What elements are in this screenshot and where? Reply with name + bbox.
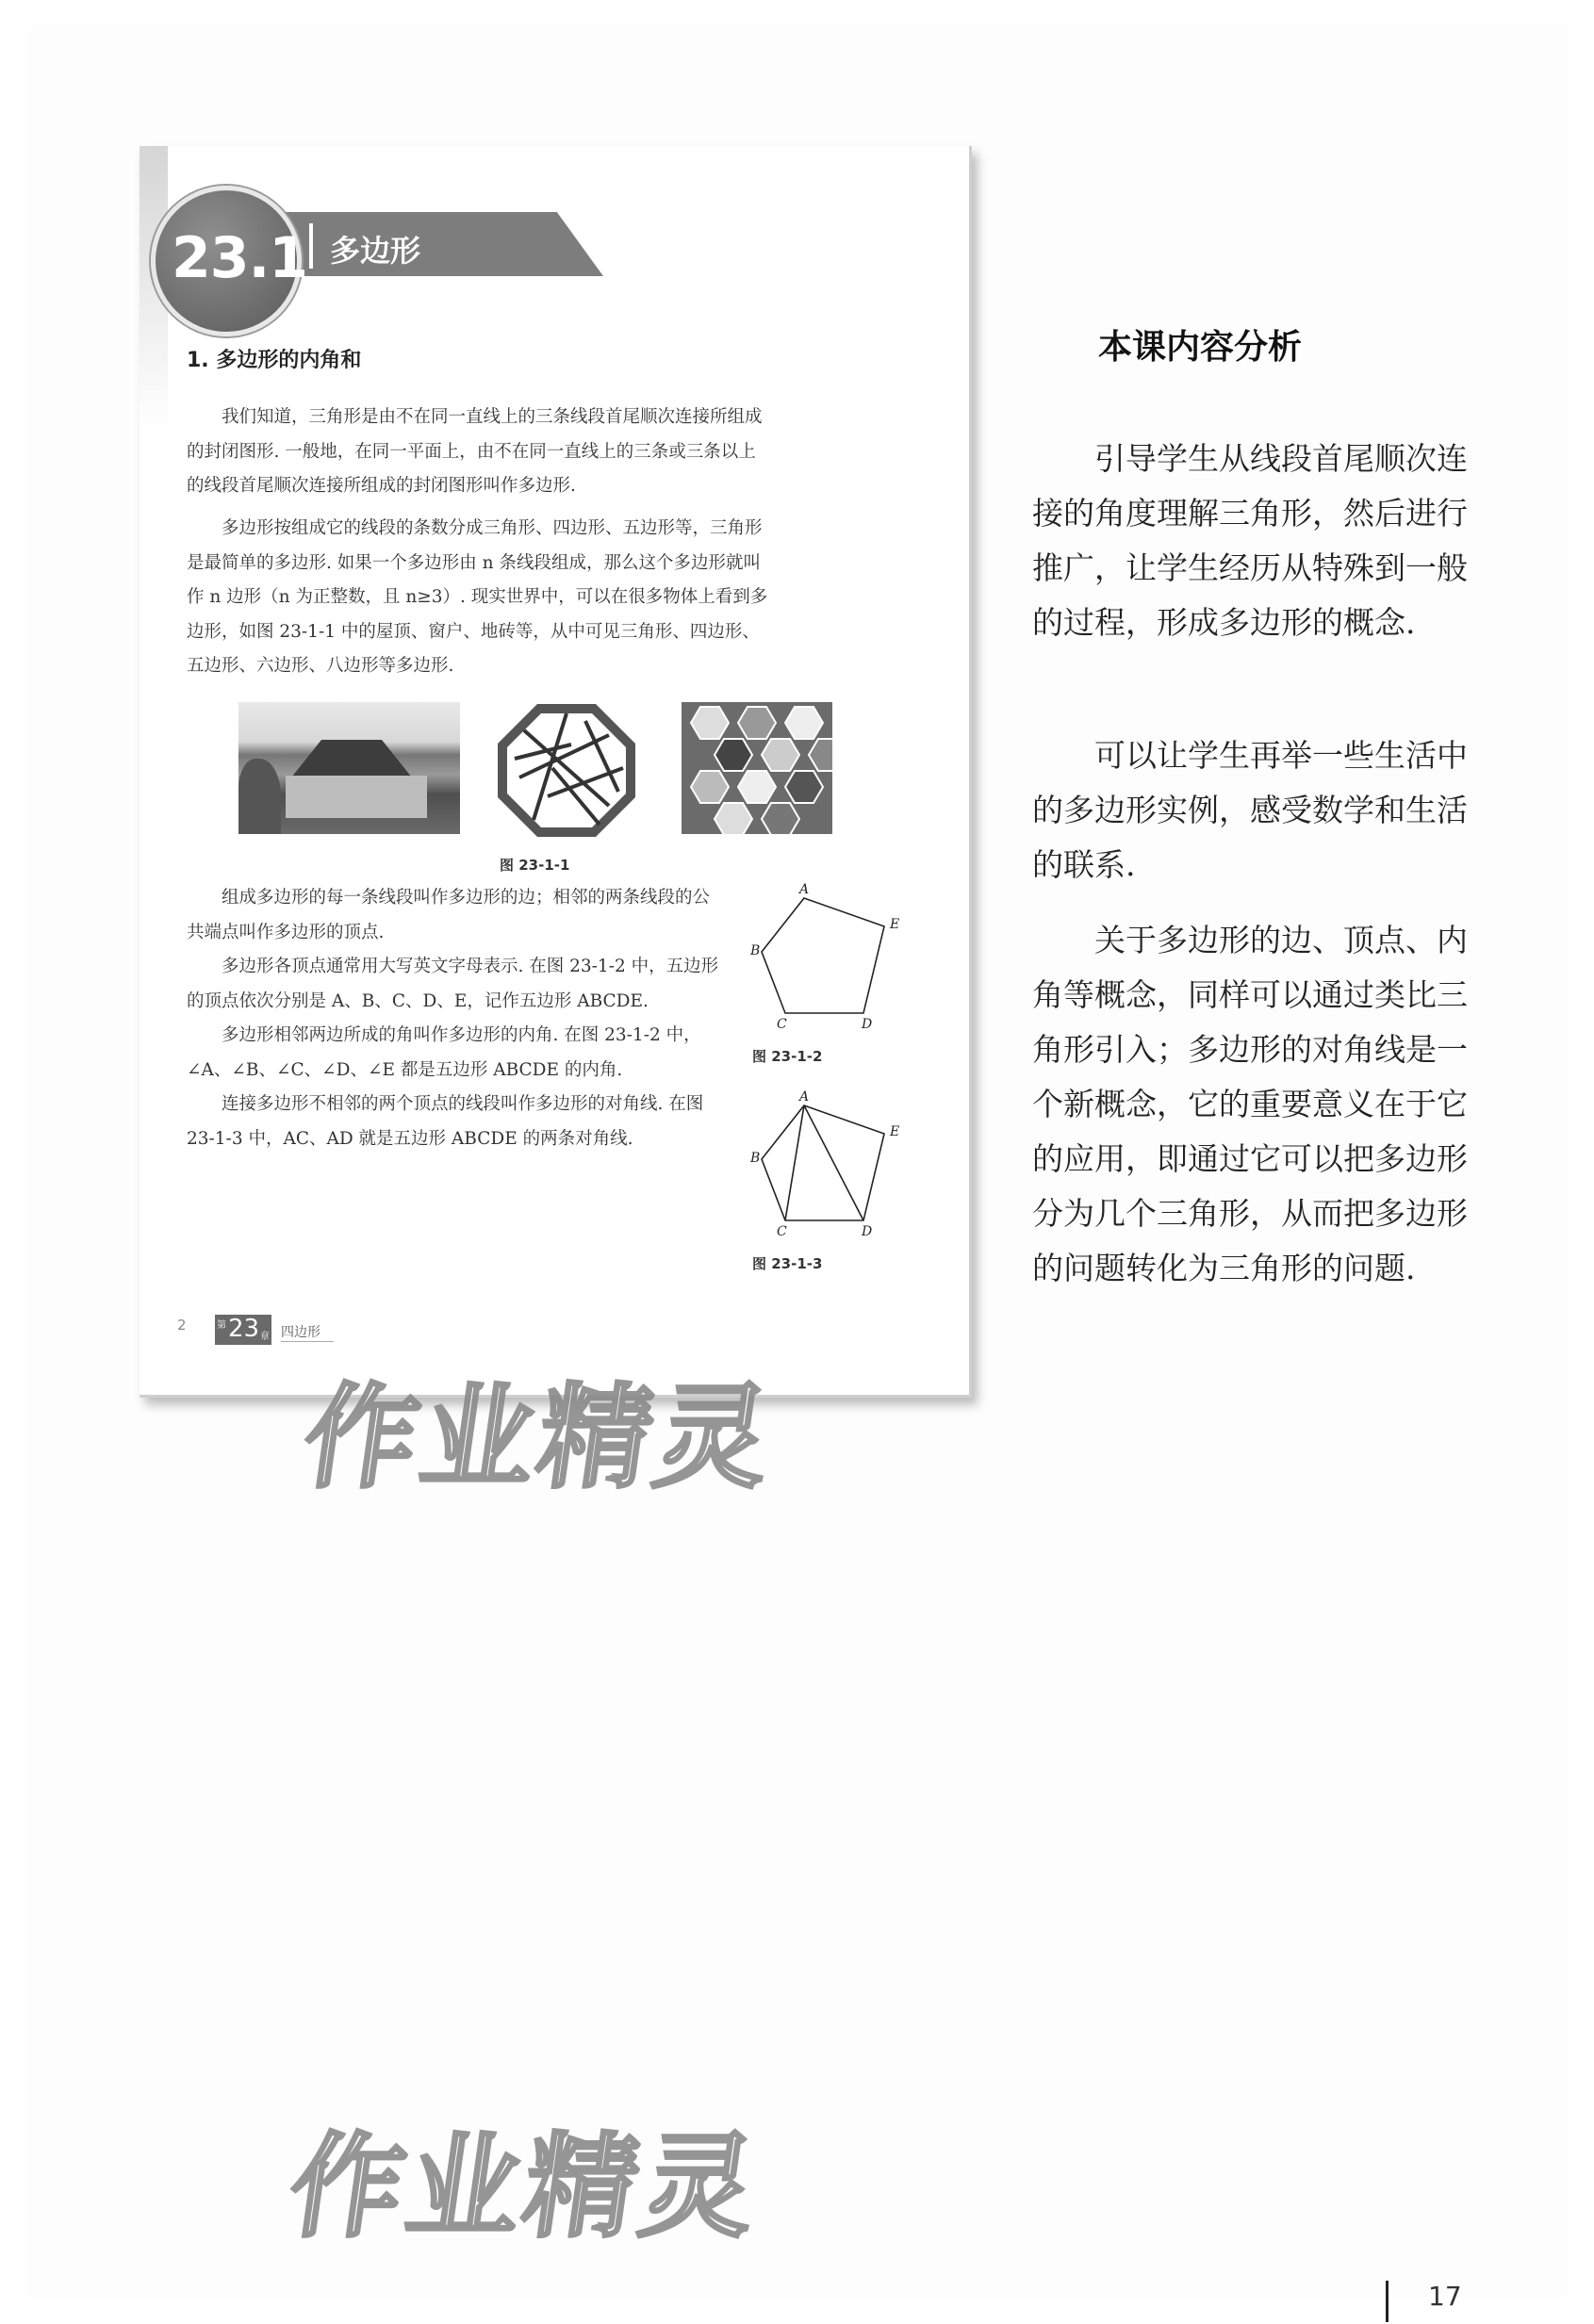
paragraph-vertex-labels: 多边形各顶点通常用大写英文字母表示. 在图 23-1-2 中，五边形的顶点依次分别是 A、B、C、D、E，记作五边形 ABCDE. — [187, 957, 719, 1011]
textbook-page-image — [140, 146, 972, 1398]
figure-3-caption: 图 23-1-3 — [752, 1255, 823, 1272]
vertex-label-e: E — [890, 1124, 900, 1139]
chapter-suffix: 章 — [260, 1332, 270, 1342]
vertex-label-e: E — [890, 917, 900, 932]
section-number: 23.1 — [172, 225, 308, 291]
figure-1-caption: 图 23-1-1 — [500, 857, 570, 874]
definitions-block — [187, 881, 719, 1156]
paragraph-sides-vertices: 组成多边形的每一条线段叫作多边形的边；相邻的两条线段的公共端点叫作多边形的顶点. — [187, 888, 711, 942]
section-title: 多边形 — [330, 233, 421, 269]
chapter-prefix: 第 — [217, 1320, 226, 1331]
paragraph-definition: 我们知道，三角形是由不在同一直线上的三条线段首尾顺次连接所组成的封闭图形. 一般地，在同一平面上，由不在同一直线上的三条或三条以上的线段首尾顺次连接所组成的封闭图形叫作多边形. — [187, 407, 763, 496]
subheading: 1. 多边形的内角和 — [187, 349, 362, 372]
figure-23-1-1 — [238, 702, 851, 843]
vertex-label-c: C — [777, 1224, 787, 1239]
pentagon-shape — [762, 1105, 884, 1220]
chapter-name: 四边形 — [281, 1322, 334, 1342]
vertex-label-b: B — [750, 943, 761, 958]
vertex-label-c: C — [777, 1017, 787, 1032]
vertex-label-a: A — [799, 1089, 810, 1105]
vertex-label-d: D — [862, 1017, 873, 1032]
tree-shape — [238, 759, 281, 834]
section-header — [151, 186, 622, 318]
house-photo — [238, 702, 460, 834]
diagonal-ac — [785, 1105, 804, 1220]
vertex-label-a: A — [799, 882, 810, 897]
note-paragraph-3: 关于多边形的边、顶点、内角等概念，同样可以通过类比三角形引入；多边形的对角线是一个新概念，它的重要意义在于它的应用，即通过它可以把多边形分为几个三角形，从而把多边形的问题转化为三角形的问题. — [1032, 922, 1468, 1286]
wall-shape — [286, 776, 427, 818]
paragraph-interior-angles: 多边形相邻两边所成的角叫作多边形的内角. 在图 23-1-2 中，∠A、∠B、∠C、∠D、∠E 都是五边形 ABCDE 的内角. — [187, 1025, 701, 1080]
paragraph-diagonals: 连接多边形不相邻的两个顶点的线段叫作多边形的对角线. 在图 23-1-3 中，AC、AD 就是五边形 ABCDE 的两条对角线. — [187, 1094, 704, 1149]
intro-paragraph-block — [187, 401, 771, 504]
chapter-badge — [215, 1315, 271, 1345]
note-paragraph-1: 引导学生从线段首尾顺次连接的角度理解三角形，然后进行推广，让学生经历从特殊到一般的过程，形成多边形的概念. — [1032, 440, 1468, 641]
figure-2-caption: 图 23-1-2 — [752, 1048, 823, 1065]
classification-paragraph-block — [187, 512, 771, 684]
watermark-top: 作业精灵 — [295, 1373, 782, 1504]
textbook-page-number: 2 — [177, 1317, 187, 1334]
hexagon-tiles-image — [682, 702, 832, 834]
chapter-number: 23 — [228, 1315, 260, 1343]
roof-shape — [276, 740, 427, 777]
textbook-footer — [177, 1315, 460, 1352]
notes-title: 本课内容分析 — [1098, 328, 1303, 367]
paragraph-classification: 多边形按组成它的线段的条数分成三角形、四边形、五边形等，三角形是最简单的多边形. 如果一个多边形由 n 条线段组成，那么这个多边形就叫作 n 边形（n 为正整数，且 n≥3）. 现实世界中，可以在很多物体上看到多边形，如图 23-1-1 中的屋顶、窗户、地砖等，从中可见三角形、四边形、五边形、六边形、八边形等多边形. — [187, 518, 768, 676]
note-paragraph-2: 可以让学生再举一些生活中的多边形实例，感受数学和生活的联系. — [1032, 737, 1468, 883]
page-number: 17 — [1428, 2281, 1462, 2312]
vertex-label-b: B — [750, 1151, 761, 1166]
octagon-window-image — [496, 702, 637, 839]
section-divider — [309, 223, 313, 269]
pentagon-diagonals-figure — [743, 1088, 931, 1239]
pentagon-shape — [762, 898, 884, 1013]
page-number-rule — [1386, 2281, 1389, 2322]
watermark-bottom: 作业精灵 — [281, 2122, 768, 2253]
vertex-label-d: D — [862, 1224, 873, 1239]
pentagon-figure — [743, 881, 931, 1032]
